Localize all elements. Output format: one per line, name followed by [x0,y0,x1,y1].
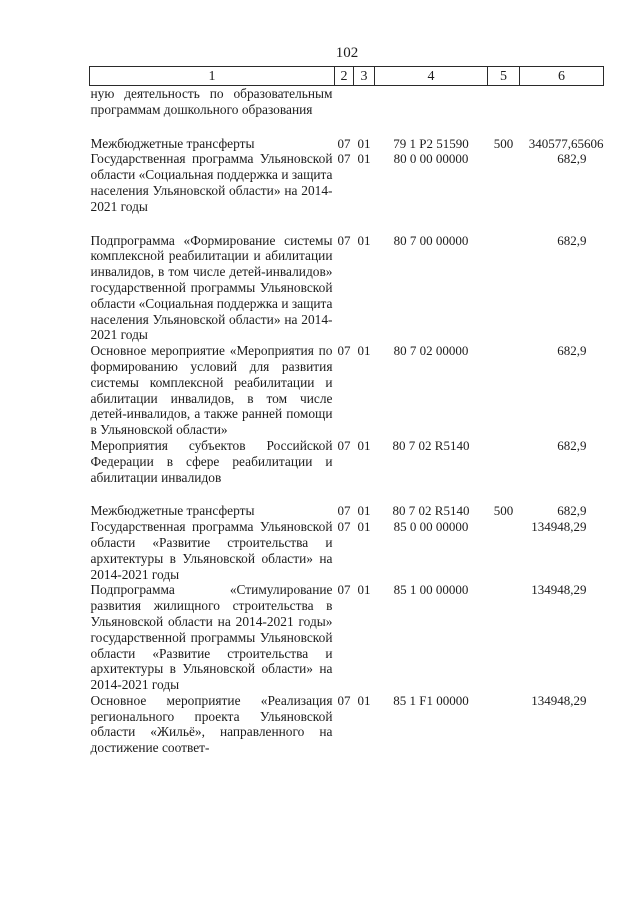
row-expense-type: 500 [493,503,514,519]
row-name: Межбюджетные трансферты [90,135,255,151]
row-amount: 134948,29 [531,692,587,708]
row-target-article: 80 7 00 00000 [393,232,469,248]
row-name: Мероприятия субъектов Российской Федерации в сфере реабилитации и абилитации инвалидов [90,437,333,485]
page-number: 102 [335,45,359,61]
row-target-article: 80 7 02 R5140 [392,503,470,519]
row-name: Межбюджетные трансферты [90,503,255,519]
row-name: Подпрограмма «Формирование системы комплексной реабилитации и абилитации инвалидов, в том числе детей-инвалидов» государственной программы Ульяновской области «Социальная поддержка и защита населения Ульяновской области» на 2014-2021 годы [90,232,333,343]
budget-table [89,66,604,756]
table-row [90,151,604,232]
row-target-article [375,86,488,136]
row-name: Основное мероприятие «Реализация регионального проекта Ульяновской области «Жильё», направленного на достижение соответ- [90,692,333,756]
row-target-article: 80 0 00 00000 [393,151,469,167]
row-subsection: 01 [357,151,371,167]
table-row [90,693,604,756]
row-section: 07 [337,151,351,167]
row-expense-type [488,693,520,756]
row-subsection: 01 [357,437,371,453]
row-subsection: 01 [357,135,371,151]
table-row [90,503,604,519]
row-section: 07 [337,135,351,151]
row-section: 07 [337,519,351,535]
column-header-4: 4 [375,67,488,86]
row-name: Подпрограмма «Стимулирование развития жилищного строительства в Ульяновской области на 2014-2021 годы» государственной программы Ульяновской области «Развитие строительства и архитектуры в Ульяновской области» на 2014-2021 годы [90,582,333,693]
row-expense-type [488,343,520,438]
row-subsection: 01 [357,232,371,248]
row-amount: 682,9 [557,503,587,519]
row-name: Основное мероприятие «Мероприятия по формированию условий для развития системы комплексной реабилитации и абилитации инвалидов, в том числе детей-инвалидов, а также ранней помощи в Ульяновской области» [90,343,333,438]
row-expense-type [488,582,520,693]
row-expense-type [488,438,520,503]
row-name: Государственная программа Ульяновской области «Развитие строительства и архитектуры в Ульяновской области» на 2014-2021 годы [90,519,333,582]
row-subsection: 01 [357,503,371,519]
row-amount: 340577,65606 [528,135,604,151]
row-subsection: 01 [357,343,371,359]
table-row [90,582,604,693]
row-subsection: 01 [357,519,371,535]
row-expense-type: 500 [493,135,514,151]
column-header-6: 6 [520,67,604,86]
row-amount [520,86,604,136]
row-amount: 134948,29 [531,582,587,598]
table-row [90,343,604,438]
row-subsection [354,86,375,136]
column-header-3: 3 [354,67,375,86]
row-amount: 682,9 [557,232,587,248]
row-amount: 682,9 [557,343,587,359]
column-header-1: 1 [90,67,335,86]
table-row [90,136,604,152]
table-header-row [90,67,604,86]
row-amount: 134948,29 [531,519,587,535]
row-section: 07 [337,692,351,708]
row-section: 07 [337,503,351,519]
table-row [90,233,604,344]
row-subsection: 01 [357,692,371,708]
row-amount: 682,9 [557,151,587,167]
table-row [90,86,604,136]
row-section: 07 [337,343,351,359]
row-target-article: 85 1 F1 00000 [393,692,469,708]
table-row [90,519,604,582]
row-target-article: 80 7 02 R5140 [392,437,470,453]
row-expense-type [488,233,520,344]
row-section: 07 [337,437,351,453]
row-expense-type [488,86,520,136]
row-target-article: 85 0 00 00000 [393,519,469,535]
table-row [90,438,604,503]
row-expense-type [488,519,520,582]
row-expense-type [488,151,520,232]
row-section: 07 [337,232,351,248]
row-name: Государственная программа Ульяновской области «Социальная поддержка и защита населения Ульяновской области» на 2014-2021 годы [90,151,333,214]
row-section [335,86,354,136]
column-header-2: 2 [335,67,354,86]
row-subsection: 01 [357,582,371,598]
column-header-5: 5 [488,67,520,86]
row-section: 07 [337,582,351,598]
row-name: ную деятельность по образовательным программам дошкольного образования [90,86,333,117]
row-target-article: 85 1 00 00000 [393,582,469,598]
row-target-article: 79 1 P2 51590 [393,135,469,151]
row-target-article: 80 7 02 00000 [393,343,469,359]
row-amount: 682,9 [557,437,587,453]
